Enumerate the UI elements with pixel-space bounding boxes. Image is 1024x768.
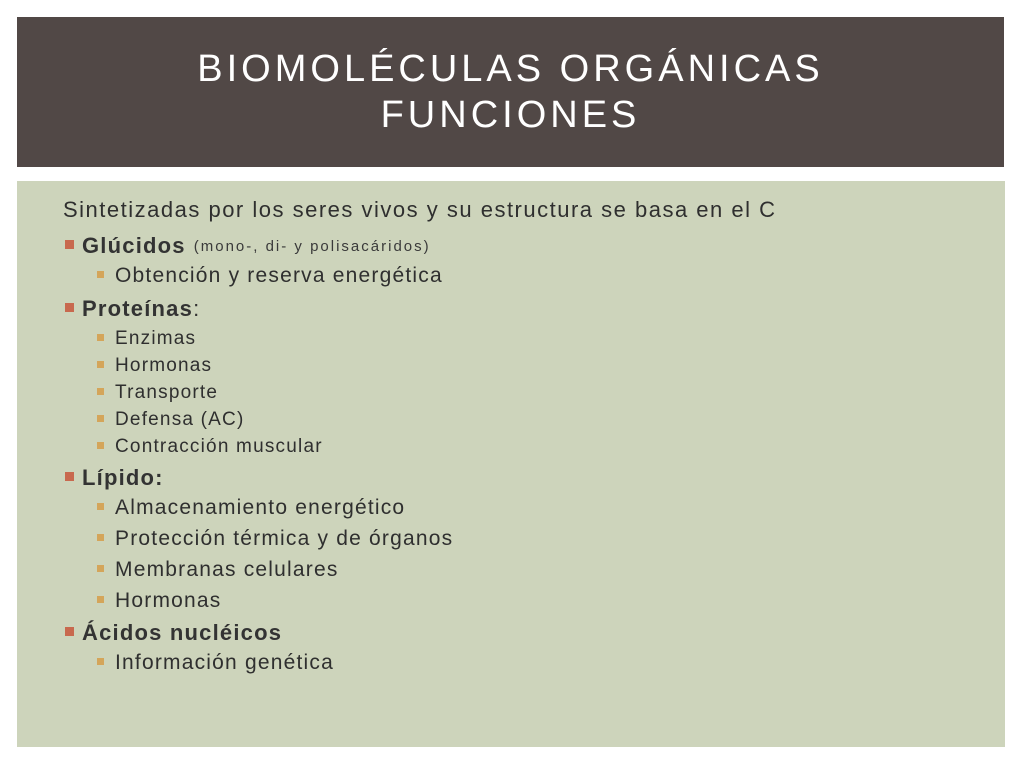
- sub-bullet-label: Hormonas: [115, 355, 213, 376]
- bullet-label: Ácidos nucléicos: [82, 620, 283, 645]
- sub-bullet: [97, 496, 405, 520]
- square-bullet-icon: [97, 658, 104, 665]
- sub-bullet-label: Obtención y reserva energética: [115, 264, 443, 287]
- sub-bullet: [97, 382, 218, 404]
- bullet-acidos-nucleicos: [65, 620, 282, 646]
- square-bullet-icon: [65, 303, 74, 312]
- sub-bullet-label: Protección térmica y de órganos: [115, 527, 454, 550]
- square-bullet-icon: [97, 361, 104, 368]
- sub-bullet-label: Contracción muscular: [115, 436, 323, 457]
- sub-bullet: [97, 355, 212, 377]
- square-bullet-icon: [97, 271, 104, 278]
- bullet-suffix: :: [193, 296, 201, 321]
- intro-text: Sintetizadas por los seres vivos y su estructura se basa en el C: [63, 197, 777, 222]
- bullet-glucidos: [65, 233, 431, 259]
- bullet-lipido: [65, 465, 164, 491]
- sub-bullet-label: Almacenamiento energético: [115, 496, 406, 519]
- sub-bullet: [97, 328, 196, 350]
- square-bullet-icon: [97, 442, 104, 449]
- bullet-label: Glúcidos: [82, 233, 186, 258]
- square-bullet-icon: [65, 472, 74, 481]
- sub-bullet: [97, 558, 339, 582]
- bullet-label: Lípido:: [82, 465, 164, 490]
- square-bullet-icon: [97, 534, 104, 541]
- square-bullet-icon: [97, 334, 104, 341]
- sub-bullet-label: Membranas celulares: [115, 558, 339, 581]
- sub-bullet: [97, 651, 334, 675]
- square-bullet-icon: [65, 240, 74, 249]
- sub-bullet: [97, 436, 323, 458]
- title-bar: [17, 17, 1004, 167]
- slide-title-line-1: BIOMOLÉCULAS ORGÁNICAS: [197, 48, 824, 90]
- sub-bullet-label: Información genética: [115, 651, 334, 674]
- square-bullet-icon: [97, 503, 104, 510]
- sub-bullet: [97, 527, 453, 551]
- sub-bullet-label: Hormonas: [115, 589, 222, 612]
- sub-bullet-label: Transporte: [115, 382, 219, 403]
- square-bullet-icon: [97, 596, 104, 603]
- square-bullet-icon: [97, 388, 104, 395]
- sub-bullet: [97, 409, 245, 431]
- sub-bullet: [97, 589, 221, 613]
- square-bullet-icon: [97, 415, 104, 422]
- slide-title-line-2: FUNCIONES: [380, 94, 641, 136]
- sub-bullet-label: Enzimas: [115, 328, 197, 349]
- square-bullet-icon: [65, 627, 74, 636]
- sub-bullet: [97, 264, 443, 288]
- sub-bullet-label: Defensa (AC): [115, 409, 245, 430]
- content-area: [17, 181, 1005, 747]
- bullet-label: Proteínas: [82, 296, 194, 321]
- bullet-note: (mono-, di- y polisacáridos): [193, 237, 431, 255]
- square-bullet-icon: [97, 565, 104, 572]
- bullet-proteinas: [65, 296, 200, 322]
